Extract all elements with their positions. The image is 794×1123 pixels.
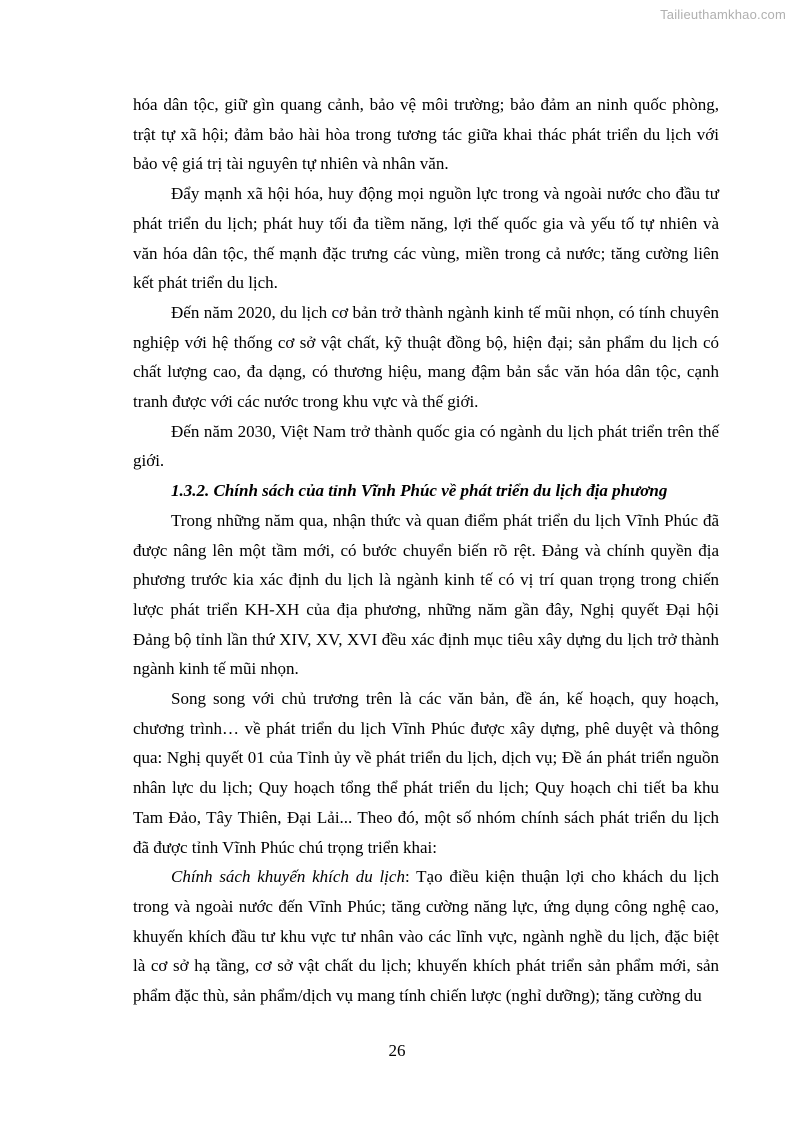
paragraph-2: Đẩy mạnh xã hội hóa, huy động mọi nguồn lực trong và ngoài nước cho đầu tư phát triển du lịch; phát huy tối đa tiềm năng, lợi thế quốc gia và yếu tố tự nhiên và văn hóa dân tộc, thế mạnh đặc trưng các vùng, miền trong cả nước; tăng cường liên kết phát triển du lịch. <box>133 184 719 293</box>
paragraph-7-lead: Chính sách khuyến khích du lịch <box>171 867 405 887</box>
watermark: Tailieuthamkhao.com <box>660 7 786 22</box>
paragraph-1: hóa dân tộc, giữ gìn quang cảnh, bảo vệ môi trường; bảo đảm an ninh quốc phòng, trật tự xã hội; đảm bảo hài hòa trong tương tác giữa khai thác phát triển du lịch với bảo vệ giá trị tài nguyên tự nhiên và nhân văn. <box>133 95 719 174</box>
paragraph-7 <box>133 862 719 1011</box>
page-number: 26 <box>388 1041 406 1060</box>
section-heading: 1.3.2. Chính sách của tỉnh Vĩnh Phúc về phát triển du lịch địa phương <box>171 481 668 501</box>
paragraph-5: Trong những năm qua, nhận thức và quan điểm phát triển du lịch Vĩnh Phúc đã được nâng lên một tầm mới, có bước chuyển biến rõ rệt. Đảng và chính quyền địa phương trước kia xác định du lịch là ngành kinh tế có vị trí quan trọng trong chiến lược phát triển KH-XH của địa phương, những năm gần đây, Nghị quyết Đại hội Đảng bộ tỉnh lần thứ XIV, XV, XVI đều xác định mục tiêu xây dựng du lịch trở thành ngành kinh tế mũi nhọn. <box>133 510 719 679</box>
paragraph-7-body: : Tạo điều kiện thuận lợi cho khách du lịch trong và ngoài nước đến Vĩnh Phúc; tăng cường năng lực, ứng dụng công nghệ cao, khuyến khích đầu tư khu vực tư nhân vào các lĩnh vực, ngành nghề du lịch, đặc biệt là cơ sở hạ tầng, cơ sở vật chất du lịch; khuyến khích phát triển sản phẩm mới, sản phẩm đặc thù, sản phẩm/dịch vụ mang tính chiến lược (nghỉ dưỡng); tăng cường du <box>133 867 720 1006</box>
paragraph-3: Đến năm 2020, du lịch cơ bản trở thành ngành kinh tế mũi nhọn, có tính chuyên nghiệp với hệ thống cơ sở vật chất, kỹ thuật đồng bộ, hiện đại; sản phẩm du lịch có chất lượng cao, đa dạng, có thương hiệu, mang đậm bản sắc văn hóa dân tộc, cạnh tranh được với các nước trong khu vực và thế giới. <box>133 302 719 412</box>
paragraph-6: Song song với chủ trương trên là các văn bản, đề án, kế hoạch, quy hoạch, chương trình… về phát triển du lịch Vĩnh Phúc được xây dựng, phê duyệt và thông qua: Nghị quyết 01 của Tỉnh ủy về phát triển du lịch, dịch vụ; Đề án phát triển nguồn nhân lực du lịch; Quy hoạch tổng thể phát triển du lịch; Quy hoạch chi tiết ba khu Tam Đảo, Tây Thiên, Đại Lải... Theo đó, một số nhóm chính sách phát triển du lịch đã được tỉnh Vĩnh Phúc chú trọng triển khai: <box>133 689 719 857</box>
document-body <box>133 90 719 1011</box>
paragraph-4: Đến năm 2030, Việt Nam trở thành quốc gia có ngành du lịch phát triển trên thế giới. <box>133 421 719 471</box>
